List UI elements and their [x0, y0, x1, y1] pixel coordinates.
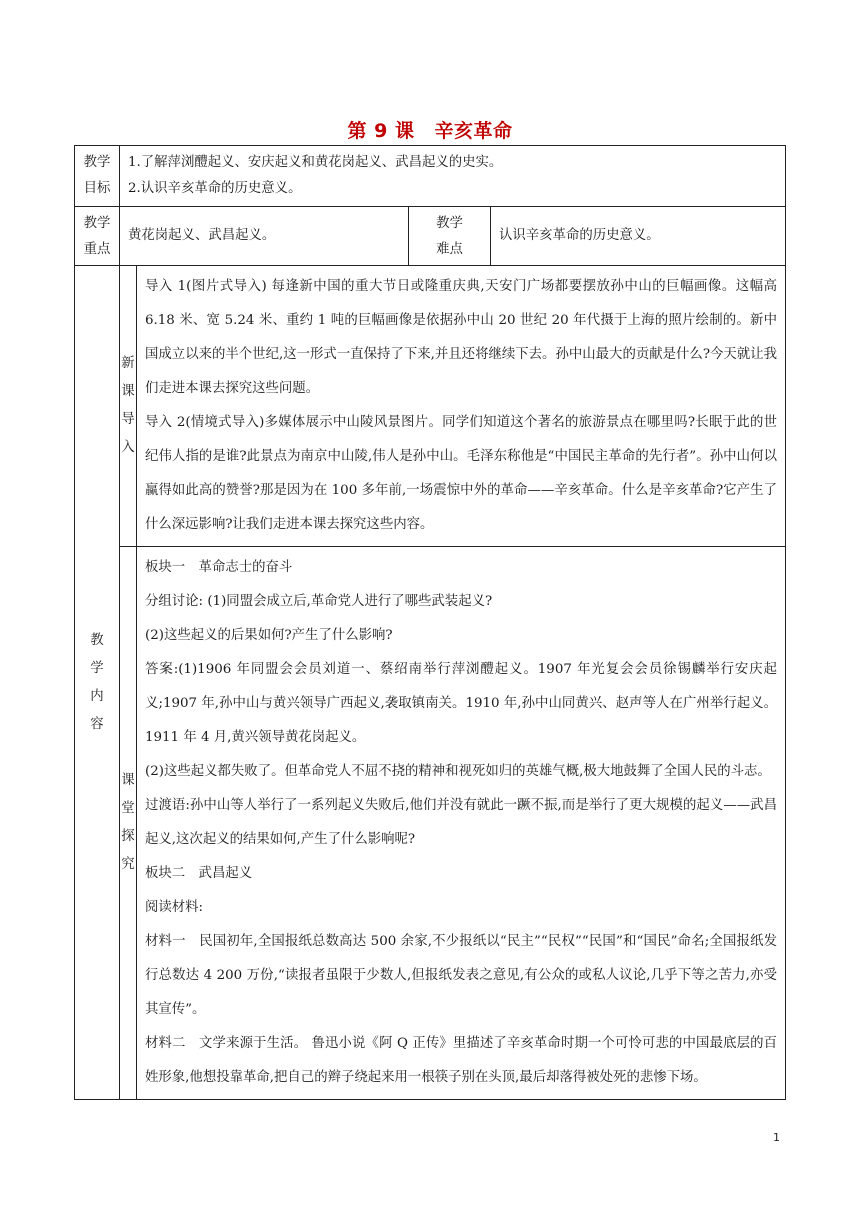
content-label — [75, 266, 120, 1100]
explore-label-char: 探 — [121, 829, 135, 844]
material-paragraph: 材料二 文学来源于生活。 鲁迅小说《阿 Q 正传》里描述了辛亥革命时期一个可怜可悲的中国最底层的百姓形象,他想投靠革命,把自己的辫子绕起来用一根筷子别在头顶,最后却落得被处死的悲惨下场。 — [145, 1036, 778, 1085]
content-label-char: 容 — [90, 716, 104, 732]
objectives-label-line: 目标 — [83, 181, 111, 196]
explore-content — [137, 547, 786, 1100]
key-points-label-line: 教学 — [83, 216, 111, 231]
objectives-label-line: 教学 — [83, 155, 111, 170]
difficulties-label-line: 教学 — [436, 216, 463, 231]
objectives-row — [75, 146, 786, 207]
transition-paragraph: 过渡语:孙中山等人举行了一系列起义失败后,他们并没有就此一蹶不振,而是举行了更大规模的起义——武昌起义,这次起义的结果如何,产生了什么影响呢? — [145, 798, 778, 847]
intro-label-char: 新 — [121, 356, 135, 371]
explore-label-char: 究 — [121, 857, 135, 872]
section-heading: 板块一 革命志士的奋斗 — [145, 560, 293, 575]
answer-paragraph: (2)这些起义都失败了。但革命党人不屈不挠的精神和视死如归的英雄气概,极大地鼓舞了全国人民的斗志。 — [145, 764, 771, 779]
reading-label: 阅读材料: — [145, 900, 204, 915]
lesson-topic: 辛亥革命 — [434, 120, 513, 142]
material-paragraph: 材料一 民国初年,全国报纸总数高达 500 余家,不少报纸以“民主”“民权”“民国”和“国民”命名;全国报纸发行总数达 4 200 万份,“读报者虽限于少数人,但报纸发表之意见,有公众的或私人议论,几乎下等之苦力,亦受其宣传”。 — [145, 934, 778, 1017]
intro-paragraph: 导入 1(图片式导入) 每逢新中国的重大节日或隆重庆典,天安门广场都要摆放孙中山的巨幅画像。这幅高 6.18 米、宽 5.24 米、重约 1 吨的巨幅画像是依据孙中山 20 世纪 20 年代摄于上海的照片绘制的。新中国成立以来的半个世纪,这一形式一直保持了下来,并且还将继续下去。孙中山最大的贡献是什么?今天就让我们走进本课去探究这些问题。 — [145, 279, 778, 396]
discussion-question: (2)这些起义的后果如何?产生了什么影响? — [145, 628, 393, 643]
explore-label-char: 课 — [121, 773, 135, 788]
section-heading: 板块二 武昌起义 — [145, 866, 253, 881]
objective-item: 2.认识辛亥革命的历史意义。 — [128, 181, 302, 196]
content-label-char: 教 — [90, 632, 104, 648]
lesson-number: 第 9 课 — [347, 120, 415, 142]
difficulties-label-line: 难点 — [436, 242, 463, 257]
intro-label-char: 课 — [121, 384, 135, 399]
lesson-plan-table — [74, 145, 786, 1100]
content-label-char: 学 — [90, 660, 104, 676]
intro-content — [137, 266, 786, 547]
explore-label-char: 堂 — [121, 801, 135, 816]
key-points-label — [75, 207, 120, 266]
intro-label-char: 导 — [121, 412, 135, 427]
key-points-row — [75, 207, 786, 266]
discussion-question: 分组讨论: (1)同盟会成立后,革命党人进行了哪些武装起义? — [145, 594, 493, 609]
objective-item: 1.了解萍浏醴起义、安庆起义和黄花岗起义、武昌起义的史实。 — [128, 155, 503, 170]
objectives-label — [75, 146, 120, 207]
key-points-label-line: 重点 — [83, 242, 111, 257]
difficulties-label — [409, 207, 491, 266]
intro-paragraph: 导入 2(情境式导入)多媒体展示中山陵风景图片。同学们知道这个著名的旅游景点在哪里吗?长眠于此的世纪伟人指的是谁?此景点为南京中山陵,伟人是孙中山。毛泽东称他是“中国民主革命的先行者”。孙中山何以赢得如此高的赞誉?那是因为在 100 多年前,一场震惊中外的革命——辛亥革命。什么是辛亥革命?它产生了什么深远影响?让我们走进本课去探究这些内容。 — [145, 415, 778, 532]
answer-paragraph: 答案:(1)1906 年同盟会会员刘道一、蔡绍南举行萍浏醴起义。1907 年光复会会员徐锡麟举行安庆起义;1907 年,孙中山与黄兴领导广西起义,袭取镇南关。1910 年,孙中山同黄兴、赵声等人在广州举行起义。1911 年 4 月,黄兴领导黄花岗起义。 — [145, 662, 778, 745]
objectives-content — [120, 146, 786, 207]
content-label-char: 内 — [90, 688, 104, 704]
intro-label — [120, 266, 137, 547]
explore-row — [75, 547, 786, 1100]
difficulties-content: 认识辛亥革命的历史意义。 — [491, 207, 786, 266]
explore-label — [120, 547, 137, 1100]
intro-row — [75, 266, 786, 547]
lesson-title — [0, 116, 860, 143]
intro-label-char: 入 — [121, 440, 135, 455]
key-points-content: 黄花岗起义、武昌起义。 — [120, 207, 409, 266]
page-number: 1 — [773, 1131, 780, 1144]
